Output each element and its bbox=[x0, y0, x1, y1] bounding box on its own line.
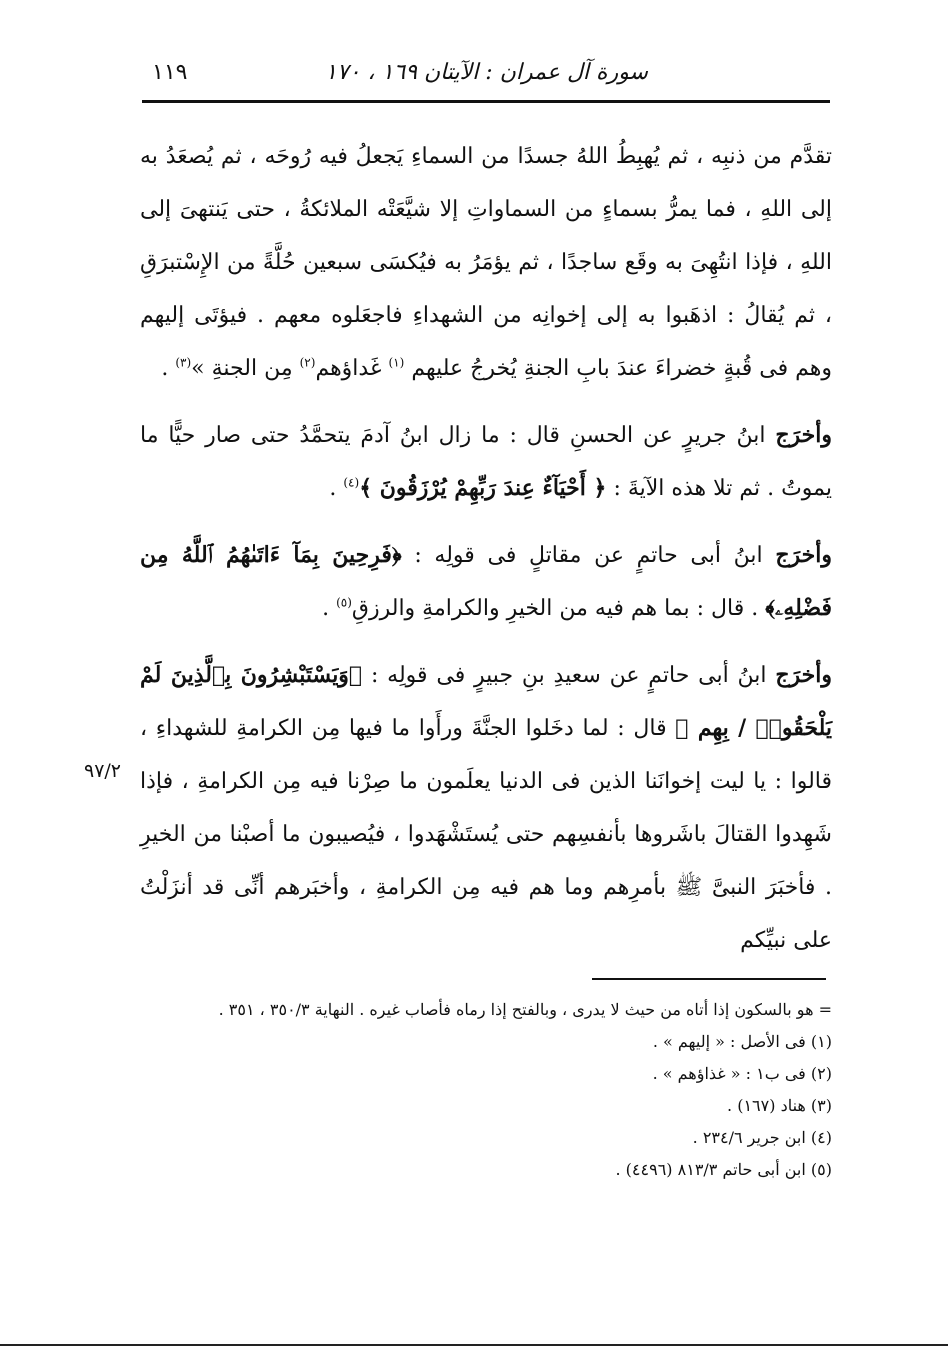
footnote: (١) فى الأصل : « إليهم » . bbox=[652, 1032, 832, 1051]
main-text bbox=[140, 130, 832, 981]
footnote: = هو بالسكون إذا أتاه من حيث لا يدرى ، وبالفتح إذا رماه فأصاب غيره . النهاية ٣٥٠/٣ ، ٣٥١ . bbox=[218, 1000, 832, 1019]
footnotes-rule bbox=[592, 978, 826, 980]
footnote-marker: (٤) bbox=[343, 475, 360, 490]
margin-reference: ٩٧/٢ bbox=[84, 760, 122, 782]
paragraph-text: . قال : بما هم فيه من الخيرِ والكرامةِ والرزقِ bbox=[351, 596, 759, 621]
paragraph-lead-word: وأخرَج bbox=[775, 422, 832, 448]
footnote-marker: (٢) bbox=[299, 355, 316, 370]
footnote-marker: (١) bbox=[388, 355, 405, 370]
quran-quote: ﴿وَيَسْتَبْشِرُونَ بِٱلَّذِينَ لَمْ يَلْحَقُوا۟ / بِهِم ﴾ bbox=[140, 662, 832, 741]
page-number: ١١٩ bbox=[152, 60, 188, 85]
paragraph-text: تقدَّم من ذنبِه ، ثم يُهبِطُ اللهُ جسدًا من السماءِ يَجعلُ فيه رُوحَه ، ثم يُصعَدُ به إلى اللهِ ، فما يمرُّ بسماءٍ من السماواتِ إلا شيَّعَتْه الملائكةُ ، حتى يَنتهىَ إلى اللهِ ، فإذا انتُهِىَ به وقَع ساجدًا ، ثم يؤمَرُ به فيُكسَى سبعين حُلَّةً من الإِسْتبرَقِ ، ثم يُقالُ : اذهَبوا به إلى إخوانِه من الشهداءِ فاجعَلوه معهم . فيؤتَى إليهم وهم فى قُبةٍ خضراءَ عندَ بابِ الجنةِ يُخرجُ عليهم bbox=[140, 144, 832, 381]
header-rule bbox=[142, 100, 830, 103]
paragraph-2 bbox=[140, 409, 832, 515]
paragraph-text: ابنُ أبى حاتمٍ عن سعيدِ بنِ جبيرٍ فى قولِه : bbox=[370, 663, 767, 688]
paragraph-end: . bbox=[161, 356, 169, 381]
footnotes bbox=[140, 994, 832, 1186]
paragraph-text: غَداؤهم bbox=[315, 356, 382, 381]
paragraph-4 bbox=[140, 649, 832, 967]
footnote-marker: (٣) bbox=[175, 355, 192, 370]
quran-quote: ﴿ أَحْيَآءٌ عِندَ رَبِّهِمْ يُرْزَقُونَ ﴾ bbox=[359, 475, 607, 501]
paragraph-text: مِن الجنةِ » bbox=[191, 356, 293, 381]
running-head-title: سورة آل عمران : الآيتان ١٦٩ ، ١٧٠ bbox=[325, 60, 648, 85]
paragraph-text: قال : لما دخَلوا الجنَّةَ ورأَوا ما فيها مِن الكرامةِ للشهداءِ ، قالوا : يا ليت إخوانَنا الذين فى الدنيا يعلَمون ما صِرْنا فيه مِن الكرامةِ ، فإذا شَهِدوا القتالَ باشَروها بأنفسِهم حتى يُستَشْهَدوا ، فيُصيبون ما أصبْنا من الخيرِ . فأخبَرَ النبىَّ ﷺ بأمرِهم وما هم فيه مِن الكرامةِ ، وأخبَرهم أنِّى قد أنزَلْتُ على نبيِّكم bbox=[140, 716, 832, 953]
footnote: (٤) ابن جرير ٢٣٤/٦ . bbox=[692, 1128, 832, 1147]
paragraph-text: ابنُ جريرٍ عن الحسنِ قال : ما زال ابنُ آدمَ يتحمَّدُ حتى صار حيًّا ما يموتُ . ثم تلا هذه الآيةَ : bbox=[140, 423, 832, 501]
scan-bottom-edge bbox=[0, 1344, 948, 1346]
paragraph-3 bbox=[140, 529, 832, 635]
footnote: (٢) فى ب١ : « غذاؤهم » . bbox=[652, 1064, 832, 1083]
paragraph-text: ابنُ أبى حاتمٍ عن مقاتلٍ فى قولِه : bbox=[414, 543, 763, 568]
paragraph-end: . bbox=[329, 476, 337, 501]
quran-quote: ﴿فَرِحِينَ بِمَآ ءَاتَىٰهُمُ ٱللَّهُ مِن فَضْلِهِۦ﴾ bbox=[140, 542, 832, 621]
footnote: (٥) ابن أبى حاتم ٨١٣/٣ (٤٤٩٦) . bbox=[615, 1160, 832, 1179]
footnote: (٣) هناد (١٦٧) . bbox=[727, 1096, 832, 1115]
paragraph-lead-word: وأخرَج bbox=[775, 542, 833, 568]
paragraph-end: . bbox=[322, 596, 330, 621]
footnote-marker: (٥) bbox=[336, 595, 352, 610]
running-head bbox=[148, 58, 828, 92]
paragraph-1 bbox=[140, 130, 832, 395]
paragraph-lead-word: وأخرَج bbox=[775, 662, 832, 688]
